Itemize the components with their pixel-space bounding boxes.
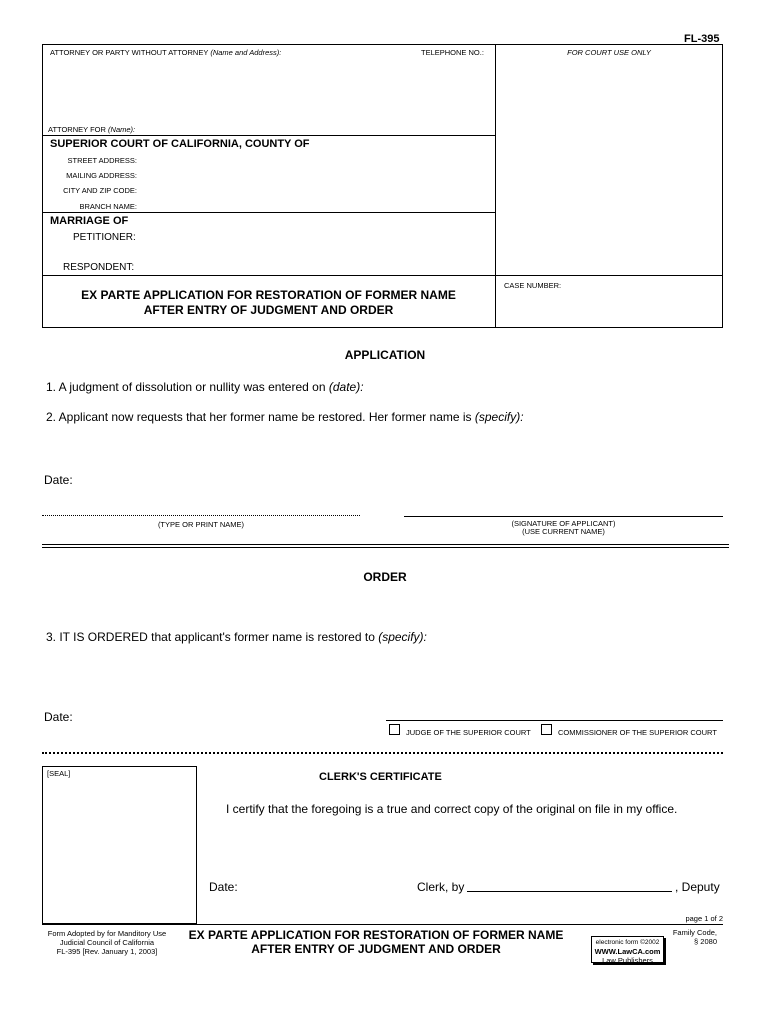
page-label: page 1 of 2 <box>685 914 723 923</box>
form-number: FL-395 <box>684 33 720 45</box>
branch-name-label: BRANCH NAME: <box>79 202 137 211</box>
application-item-2: 2. Applicant now requests that her former name be restored. Her former name is (specify): <box>46 410 524 424</box>
mailing-address-label: MAILING ADDRESS: <box>66 171 137 180</box>
clerk-date-label: Date: <box>209 880 238 894</box>
clerk-heading: CLERK'S CERTIFICATE <box>319 771 442 783</box>
footer-line <box>42 924 723 925</box>
adopted-block: Form Adopted by for Manditory Use Judicial Council of California FL-395 [Rev. January 1, 2003] <box>47 929 167 956</box>
deputy-label: , Deputy <box>675 880 720 894</box>
family-code: Family Code, § 2080 <box>672 928 717 946</box>
order-item-3: 3. IT IS ORDERED that applicant's former name is restored to (specify): <box>46 630 427 644</box>
street-address-label: STREET ADDRESS: <box>67 156 137 165</box>
telephone-label: TELEPHONE NO.: <box>421 48 484 57</box>
court-use-label: FOR COURT USE ONLY <box>567 48 651 57</box>
commissioner-label: COMMISSIONER OF THE SUPERIOR COURT <box>558 728 717 737</box>
court-line <box>42 135 495 136</box>
clerk-signature-line <box>467 891 672 892</box>
marriage-line <box>42 212 495 213</box>
caption-box <box>42 44 723 328</box>
clerk-certify-text: I certify that the foregoing is a true and correct copy of the original on file in my office. <box>226 802 678 816</box>
lawca-stamp: electronic form ©2002 WWW.LawCA.com Law Publishers <box>591 936 664 963</box>
judge-checkbox[interactable] <box>389 724 400 735</box>
order-clerk-divider <box>42 752 723 754</box>
attorney-label: ATTORNEY OR PARTY WITHOUT ATTORNEY (Name and Address): <box>50 48 282 57</box>
application-date-label: Date: <box>44 473 73 487</box>
clerk-by-label: Clerk, by <box>417 880 465 894</box>
judge-signature-line <box>386 720 723 721</box>
type-name-line <box>42 515 360 516</box>
form-title <box>42 288 495 318</box>
caption-divider <box>495 44 496 328</box>
seal-label: [SEAL] <box>47 769 71 778</box>
judge-label: JUDGE OF THE SUPERIOR COURT <box>406 728 531 737</box>
respondent-label: RESPONDENT: <box>63 262 135 273</box>
court-title: SUPERIOR COURT OF CALIFORNIA, COUNTY OF <box>50 138 310 150</box>
application-heading: APPLICATION <box>344 348 426 362</box>
case-number-label: CASE NUMBER: <box>504 281 562 290</box>
city-zip-label: CITY AND ZIP CODE: <box>63 186 137 195</box>
marriage-of-label: MARRIAGE OF <box>50 215 129 227</box>
application-order-divider-2 <box>42 547 729 548</box>
type-name-label: (TYPE OR PRINT NAME) <box>157 520 245 529</box>
form-title-line1: EX PARTE APPLICATION FOR RESTORATION OF FORMER NAME <box>81 288 456 302</box>
title-line <box>42 275 723 276</box>
footer-title-line2: AFTER ENTRY OF JUDGMENT AND ORDER <box>251 942 501 956</box>
order-date-label: Date: <box>44 710 73 724</box>
seal-box <box>42 766 197 924</box>
order-heading: ORDER <box>363 570 407 584</box>
attorney-for-label: ATTORNEY FOR (Name): <box>48 125 136 134</box>
commissioner-checkbox[interactable] <box>541 724 552 735</box>
footer-title <box>172 928 580 956</box>
application-order-divider-1 <box>42 544 729 545</box>
form-title-line2: AFTER ENTRY OF JUDGMENT AND ORDER <box>143 303 394 317</box>
footer-title-line1: EX PARTE APPLICATION FOR RESTORATION OF FORMER NAME <box>188 928 564 942</box>
application-item-1: 1. A judgment of dissolution or nullity was entered on (date): <box>46 380 364 394</box>
signature-line <box>404 516 723 517</box>
signature-label: (SIGNATURE OF APPLICANT) (USE CURRENT NAME) <box>511 519 616 536</box>
petitioner-label: PETITIONER: <box>73 232 136 243</box>
